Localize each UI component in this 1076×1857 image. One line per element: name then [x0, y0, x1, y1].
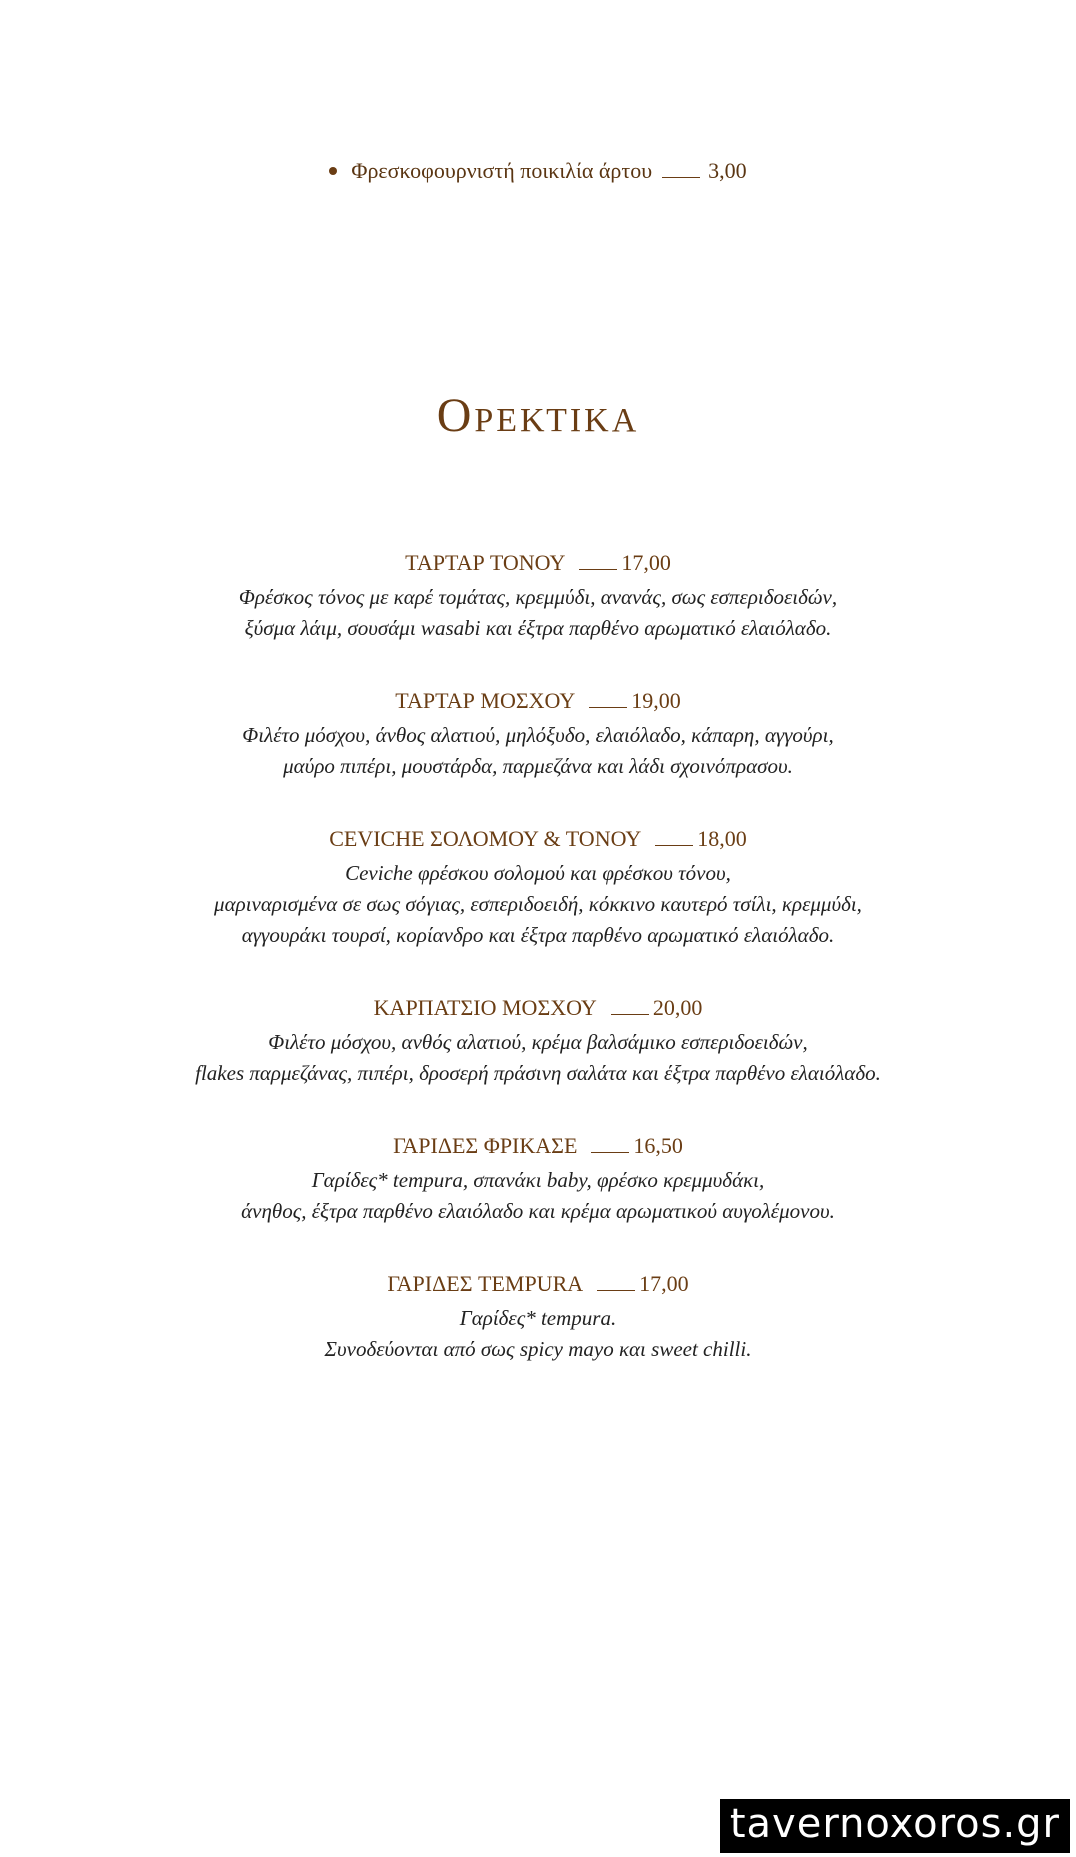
menu-item-price: 17,00: [621, 550, 671, 575]
menu-item-description: [0, 1165, 1076, 1227]
description-line: άνηθος, έξτρα παρθένο ελαιόλαδο και κρέμα αρωματικού αυγολέμονου.: [241, 1199, 835, 1223]
bread-price: 3,00: [708, 158, 747, 183]
description-line: Φιλέτο μόσχου, άνθος αλατιού, μηλόξυδο, ελαιόλαδο, κάπαρη, αγγούρι,: [242, 723, 834, 747]
description-line: μαριναρισμένα σε σως σόγιας, εσπεριδοειδή, κόκκινο καυτερό τσίλι, κρεμμύδι,: [214, 892, 862, 916]
price-leader: [579, 569, 617, 570]
menu-item-description: [0, 720, 1076, 782]
description-line: flakes παρμεζάνας, πιπέρι, δροσερή πράσινη σαλάτα και έξτρα παρθένο ελαιόλαδο.: [195, 1061, 881, 1085]
menu-item: [0, 993, 1076, 1089]
menu-item-name: ΓΑΡΙΔΕΣ TEMPURA: [387, 1271, 584, 1296]
description-line: Φιλέτο μόσχου, ανθός αλατιού, κρέμα βαλσάμικο εσπεριδοειδών,: [268, 1030, 808, 1054]
price-leader: [597, 1290, 635, 1291]
menu-item: [0, 686, 1076, 782]
bread-label: Φρεσκοφουρνιστή ποικιλία άρτου: [351, 158, 653, 183]
menu-item-description: [0, 1027, 1076, 1089]
menu-item: [0, 824, 1076, 951]
bullet-icon: [329, 167, 337, 175]
menu-item-header: [0, 824, 1076, 854]
description-line: Ceviche φρέσκου σολομού και φρέσκου τόνου,: [345, 861, 731, 885]
menu-item-name: CEVICHE ΣΟΛΟΜΟΥ & ΤΟΝΟΥ: [329, 826, 642, 851]
menu-item-name: ΤΑΡΤΑΡ ΜΟΣΧΟΥ: [395, 688, 576, 713]
menu-item: [0, 1131, 1076, 1227]
description-line: Φρέσκος τόνος με καρέ τομάτας, κρεμμύδι, ανανάς, σως εσπεριδοειδών,: [238, 585, 838, 609]
section-title: Ορεκτικα: [436, 389, 640, 442]
price-leader: [589, 707, 627, 708]
menu-list: [0, 548, 1076, 1407]
menu-item-name: ΚΑΡΠΑΤΣΙΟ ΜΟΣΧΟΥ: [373, 995, 597, 1020]
price-leader: [591, 1152, 629, 1153]
description-line: Συνοδεύονται από σως spicy mayo και sweet chilli.: [324, 1337, 752, 1361]
menu-item-description: [0, 1303, 1076, 1365]
menu-item-description: [0, 582, 1076, 644]
menu-item-header: [0, 548, 1076, 578]
menu-item-price: 20,00: [652, 995, 703, 1020]
menu-item-price: 17,00: [639, 1271, 689, 1296]
menu-item: [0, 548, 1076, 644]
menu-item-header: [0, 686, 1076, 716]
price-leader: [662, 177, 700, 178]
menu-item-price: 16,50: [633, 1133, 683, 1158]
description-line: Γαρίδες* tempura, σπανάκι baby, φρέσκο κρεμμυδάκι,: [311, 1168, 765, 1192]
menu-item-description: [0, 858, 1076, 951]
menu-item-header: [0, 1269, 1076, 1299]
menu-item-header: [0, 1131, 1076, 1161]
price-leader: [655, 845, 693, 846]
bread-item: [0, 158, 1076, 184]
menu-item-header: [0, 993, 1076, 1023]
menu-item-price: 18,00: [697, 826, 747, 851]
price-leader: [611, 1014, 649, 1015]
menu-item: [0, 1269, 1076, 1365]
watermark: tavernoxoros.gr: [720, 1799, 1070, 1853]
menu-item-name: ΤΑΡΤΑΡ ΤΟΝΟΥ: [405, 550, 566, 575]
menu-item-name: ΓΑΡΙΔΕΣ ΦΡΙΚΑΣΕ: [393, 1133, 578, 1158]
description-line: μαύρο πιπέρι, μουστάρδα, παρμεζάνα και λάδι σχοινόπρασου.: [283, 754, 793, 778]
description-line: αγγουράκι τουρσί, κορίανδρο και έξτρα παρθένο αρωματικό ελαιόλαδο.: [241, 923, 835, 947]
menu-item-price: 19,00: [631, 688, 681, 713]
description-line: Γαρίδες* tempura.: [459, 1306, 617, 1330]
description-line: ξύσμα λάιμ, σουσάμι wasabi και έξτρα παρθένο αρωματικό ελαιόλαδο.: [244, 616, 832, 640]
